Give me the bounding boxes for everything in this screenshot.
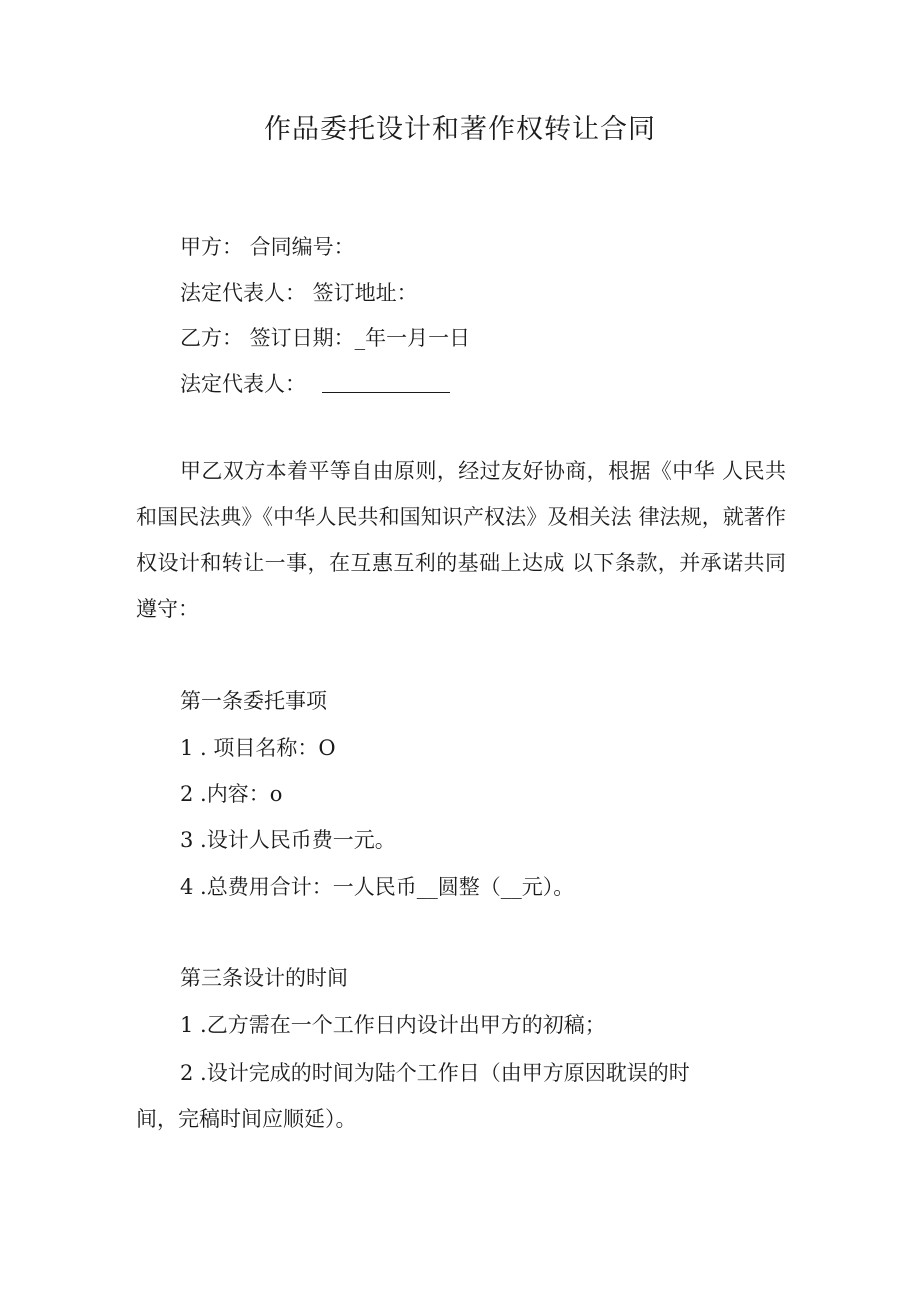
- article-1-item-2: 2 .内容：o: [180, 782, 283, 806]
- legal-rep-b-label: 法定代表人：: [180, 372, 306, 396]
- article-3-item-2: 2 .设计完成的时间为陆个工作日（由甲方原因耽误的时: [180, 1061, 690, 1085]
- signature-blank: [322, 372, 450, 393]
- article-1-item-3: 3 .设计人民币费一元。: [180, 828, 396, 852]
- legal-rep-a-line: 法定代表人： 签订地址：: [180, 281, 418, 305]
- intro-paragraph: 甲乙双方本着平等自由原则，经过友好协商，根据《中华 人民共和国民法典》《中华人民共和国知识产权法》及相关法 律法规，就著作权设计和转让一事，在互惠互利的基础上达成 以下条款，并承诺共同遵守：: [136, 459, 786, 621]
- party-a-line: 甲方： 合同编号：: [180, 235, 355, 259]
- article-1-item-1: 1 . 项目名称：O: [180, 736, 336, 760]
- article-1-heading: 第一条委托事项: [180, 689, 327, 713]
- article-3-item-1: 1 .乙方需在一个工作日内设计出甲方的初稿；: [180, 1013, 606, 1037]
- party-b-line: 乙方： 签订日期：_年一月一日: [180, 326, 471, 350]
- document-title: 作品委托设计和著作权转让合同: [264, 114, 656, 145]
- article-3-heading: 第三条设计的时间: [180, 966, 348, 990]
- legal-rep-b-line: [180, 369, 450, 399]
- article-3-item-2-continued: 间，完稿时间应顺延）。: [136, 1107, 357, 1131]
- article-1-item-4: 4 .总费用合计：一人民币__圆整（__元）。: [180, 875, 575, 899]
